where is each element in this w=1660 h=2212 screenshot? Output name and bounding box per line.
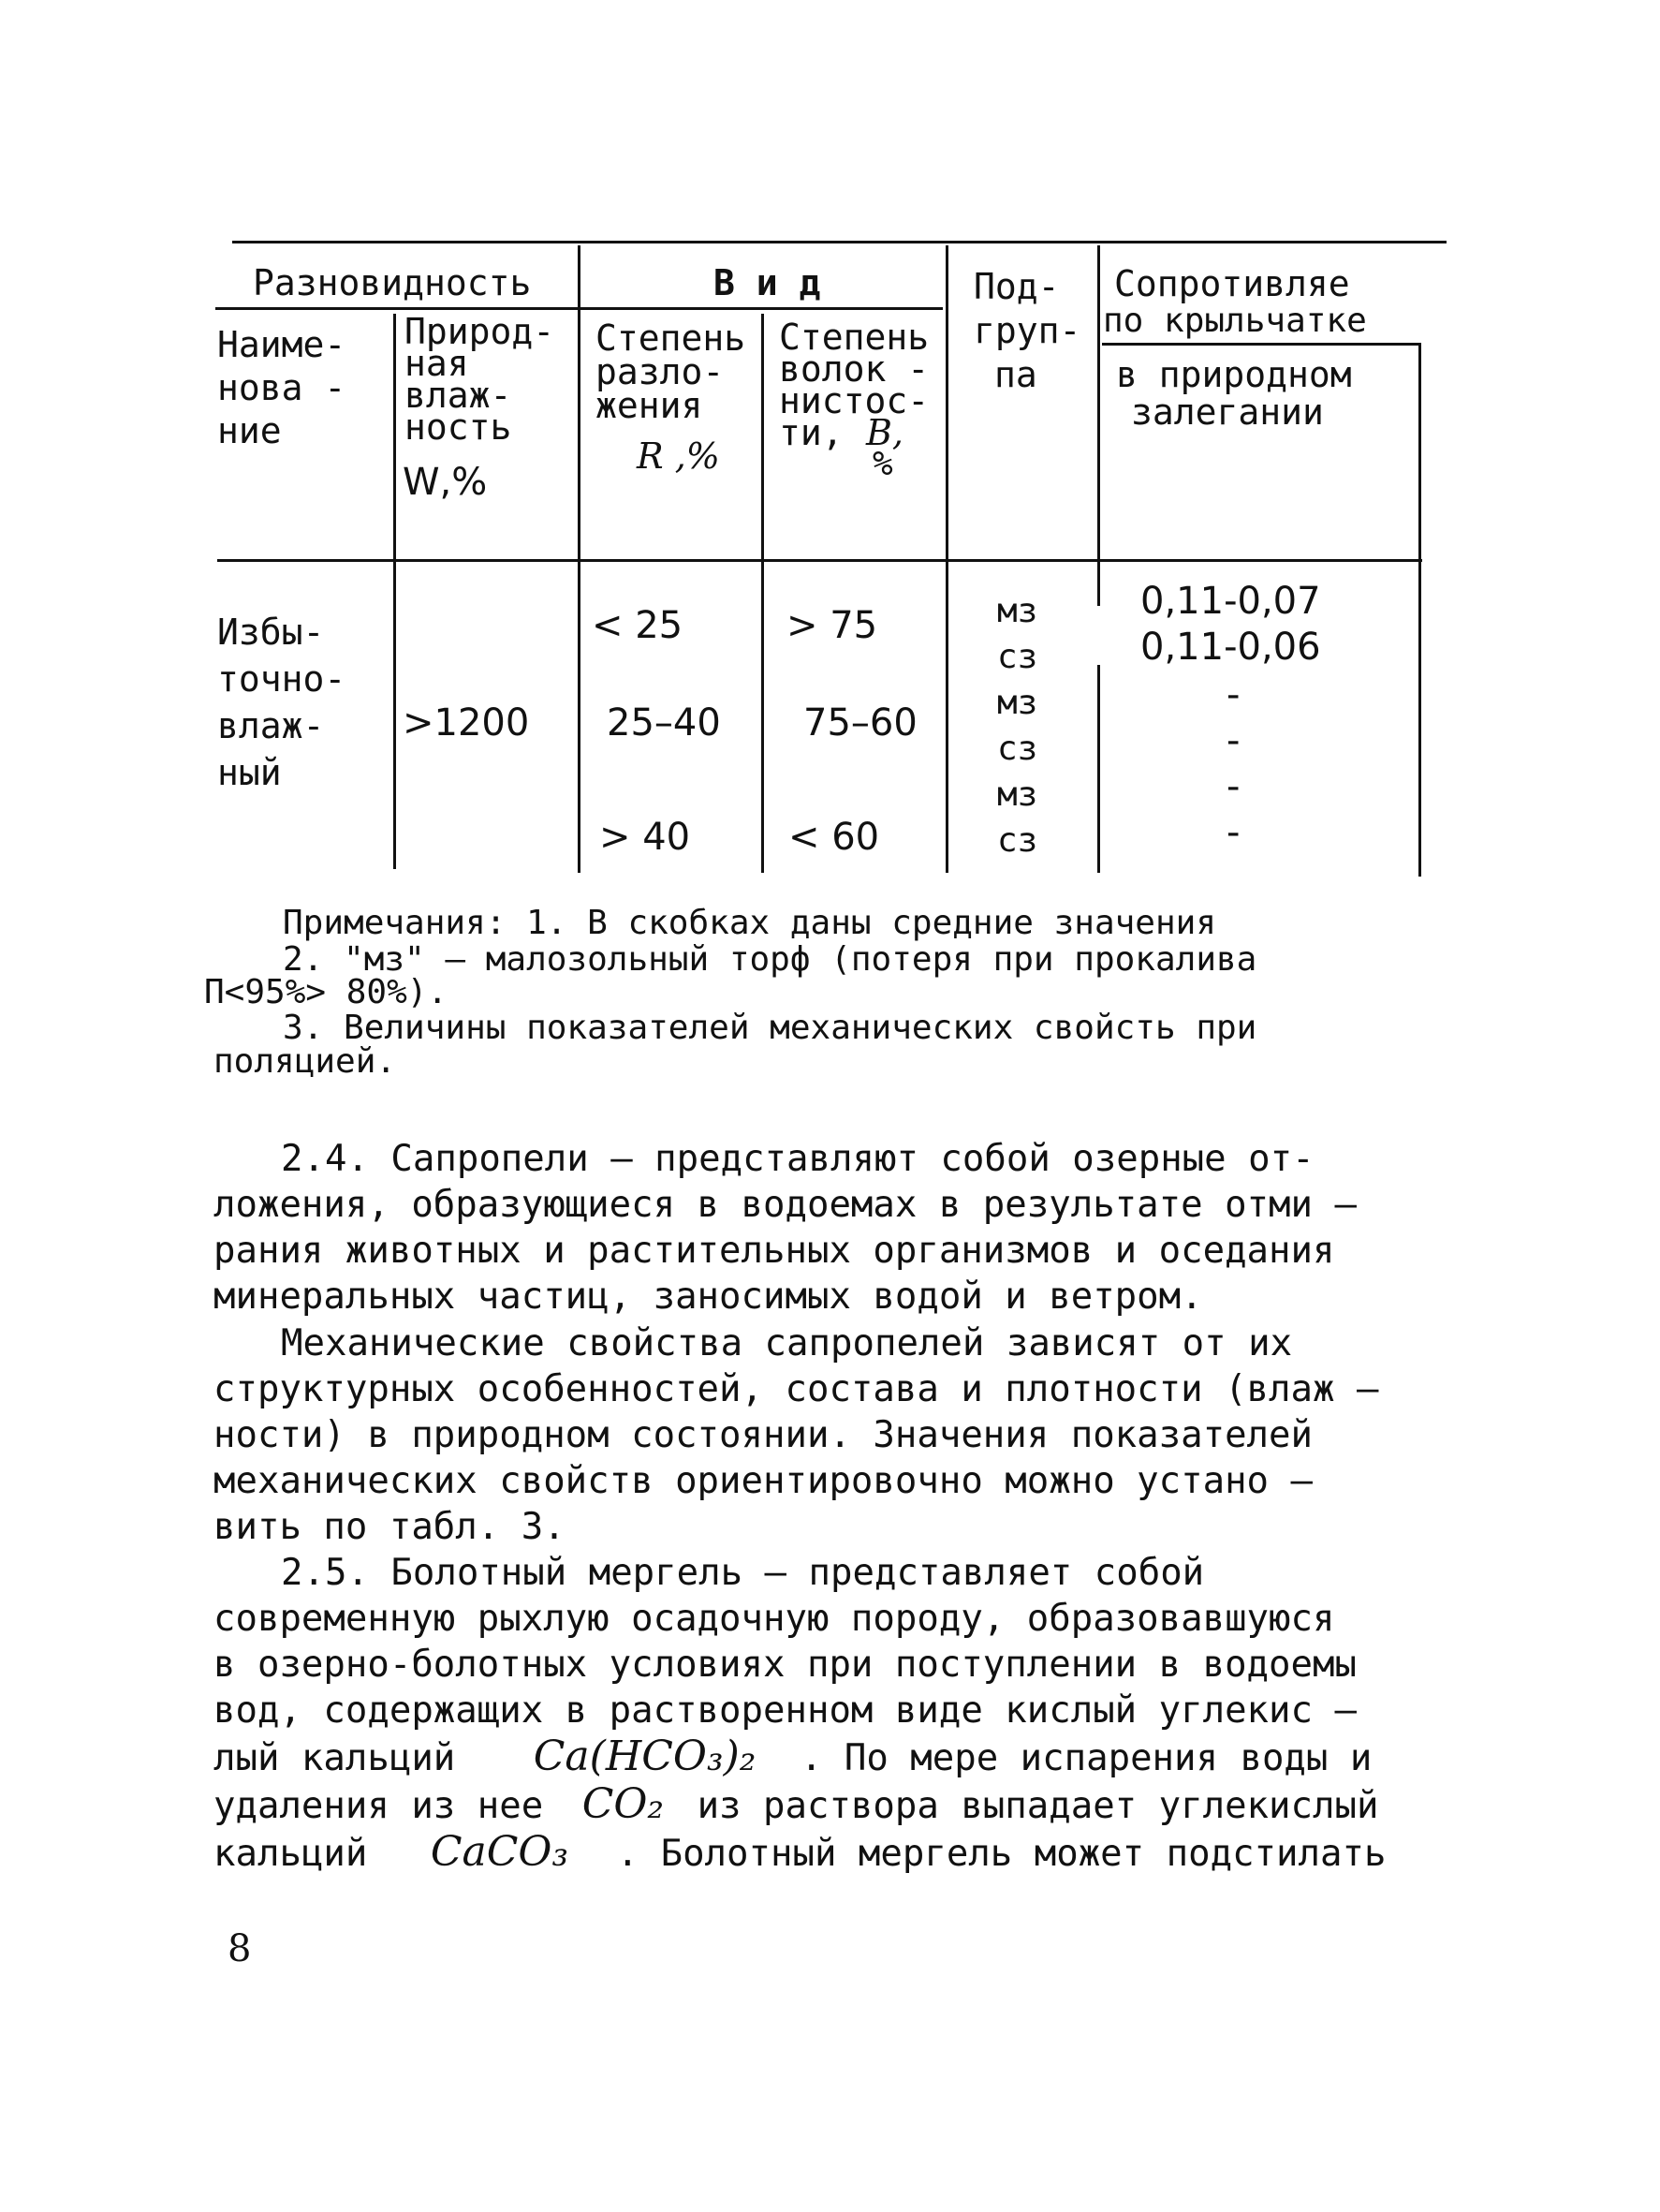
header-subgroup: Под- груп- па (974, 266, 1081, 395)
line6-start: удаления из нее (213, 1785, 544, 1827)
row-name: Избы- точно- влаж- ный (217, 612, 346, 793)
row-resistance-1: 0,11-0,07 (1140, 580, 1321, 623)
resistance-divider-rule (1102, 343, 1420, 346)
table-top-rule (232, 241, 1447, 243)
note-line-4: 3. Величины показателей механических свойсть при (283, 1009, 1257, 1047)
row-resistance-4: - (1227, 719, 1241, 762)
header-natural-occurrence: в природном залегании (1116, 354, 1352, 433)
header-decomposition: Степень разло- жения (595, 317, 746, 426)
col-divider-4 (946, 245, 948, 873)
formula-co2: CO₂ (581, 1780, 665, 1828)
row-resistance-2: 0,11-0,06 (1140, 626, 1321, 669)
line7-end: . Болотный мергель может подстилать (616, 1833, 1387, 1875)
header-kind: В и д (713, 262, 821, 303)
line7-start: кальций (213, 1833, 368, 1875)
row-fiber-3: < 60 (788, 816, 880, 859)
note-line-2: 2. "мз" – малозольный торф (потеря при прокалива (283, 940, 1257, 979)
line5-end: . По мере испарения воды и (800, 1737, 1373, 1779)
page-number: 8 (228, 1927, 252, 1970)
col-divider-2 (578, 245, 580, 873)
row-resistance-5: - (1227, 765, 1241, 808)
header-fiber: Степень волок - нистос- ти, (779, 317, 930, 453)
note-line-5: поляцией. (213, 1042, 397, 1081)
col-divider-1 (393, 314, 396, 869)
table-header-bottom-rule (217, 559, 1422, 562)
row-moisture: >1200 (403, 701, 530, 745)
row-fiber-1: > 75 (786, 604, 878, 647)
formula-caco3: CaCO₃ (430, 1828, 569, 1876)
row-decomp-2: 25–40 (607, 701, 721, 745)
decomposition-symbol: R ,% (637, 435, 720, 477)
row-resistance-3: - (1227, 673, 1241, 716)
moisture-symbol: W,% (403, 461, 488, 504)
fiber-unit: % (873, 445, 893, 483)
line5-start: лый кальций (213, 1737, 456, 1779)
row-subgroups: мз сз мз сз мз сз (997, 592, 1038, 860)
row-decomp-1: < 25 (592, 604, 683, 647)
note-line-1: Примечания: 1. В скобках даны средние значения (283, 904, 1216, 942)
paragraph-mechanical: Механические свойства сапропелей зависят от их структурных особенностей, состава и плотности (влаж – ности) в природном состоянии. Значения показателей механических свойств ориентировочно можно устано – вить по табл. 3. (213, 1322, 1379, 1548)
col-divider-5 (1097, 245, 1100, 606)
header-variety: Разновидность (253, 262, 532, 303)
line6-end: из раствора выпадает углекислый (697, 1785, 1379, 1827)
formula-calcium-bicarbonate: Ca(HCO₃)₂ (533, 1733, 757, 1780)
col-divider-3 (761, 314, 764, 873)
row-decomp-3: > 40 (599, 816, 691, 859)
header-resistance: Сопротивляе по крыльчатке (1103, 263, 1367, 340)
col-divider-5b (1097, 665, 1100, 873)
header-name: Наиме- нова - ние (217, 324, 346, 451)
paragraph-2-5: 2.5. Болотный мергель – представляет собой современную рыхлую осадочную породу, образовавшуюся в озерно-болотных условиях при поступлении в водоемы вод, содержащих в растворенном виде кислый углекис – лый кальций Ca(HCO₃)₂ . По мере испарения воды и удаления из нее CO₂ из раствора выпадает углекислый кальций CaCO₃ . Болотный мергель может подстилать (213, 1552, 1387, 1876)
fiber-symbol: В, (866, 412, 904, 453)
row-fiber-2: 75–60 (803, 701, 918, 745)
paragraph-2-4: 2.4. Сапропели – представляют собой озерные от- ложения, образующиеся в водоемах в результате отми – рания животных и растительных организмов и оседания минеральных частиц, заносимых водой и ветром. (213, 1138, 1357, 1318)
note-line-3: П<95%> 80%). (204, 973, 448, 1011)
row-resistance-6: - (1227, 811, 1241, 854)
header-moisture: Природ- ная влаж- ность (404, 311, 555, 448)
col-divider-6 (1418, 343, 1421, 877)
